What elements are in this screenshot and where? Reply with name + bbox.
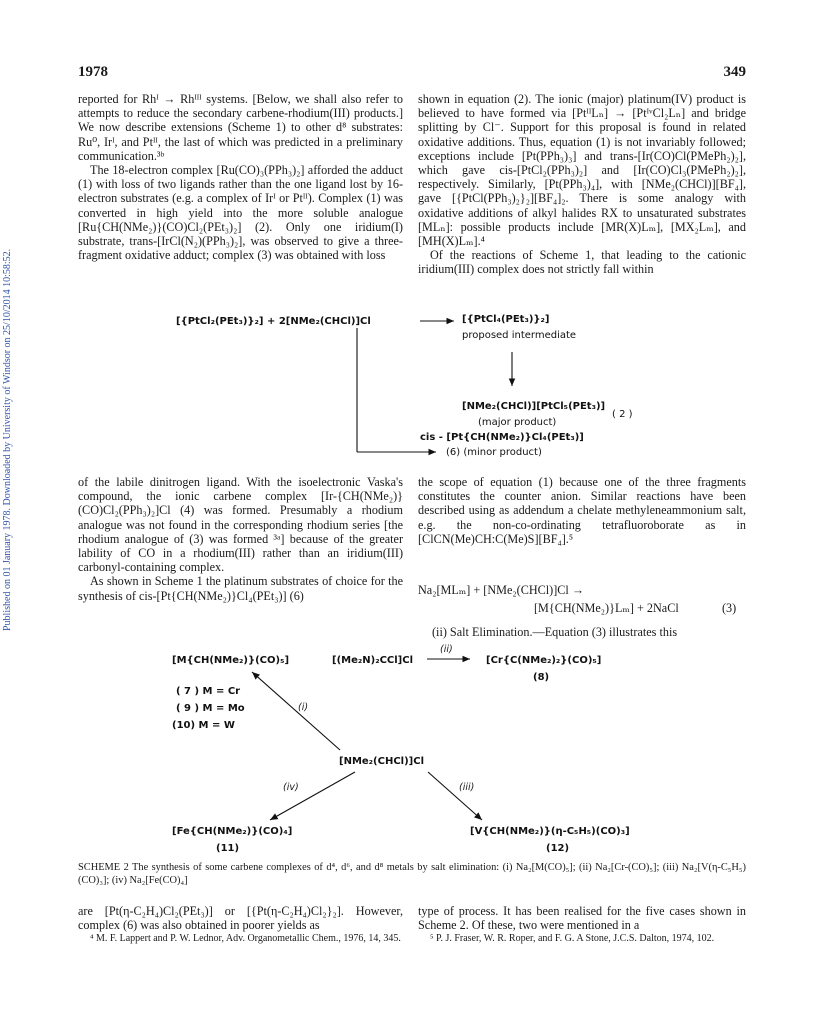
scheme2-label-i: (i) (298, 702, 309, 713)
eq2-minor-label: (6) (minor product) (446, 447, 542, 458)
scheme2-m-list-2: ( 9 ) M = Mo (176, 703, 245, 714)
scheme2-m-list-1: ( 7 ) M = Cr (176, 686, 241, 697)
eq2-major-label: (major product) (478, 417, 557, 428)
scheme2-top-left-complex: [M{CH(NMe₂)}(CO)₅] (172, 655, 290, 666)
paragraph: reported for Rhᴵ → Rhᴵᴵᴵ systems. [Below, we shall also refer to attempts to reduce the secondary carbene-rhodium(III) products.] We now describe extensions (Scheme 1) to other d⁸ substrates: Ru⁰, Irᴵ, and Ptᴵᴵ, the last of which was predicted in a preliminary communication.³ᵇ (78, 92, 403, 163)
footnote-5: ⁵ P. J. Fraser, W. R. Roper, and F. G. A Stone, J.C.S. Dalton, 1974, 102. (430, 933, 715, 945)
column-left-bottom (78, 904, 403, 945)
download-watermark: Published on 01 January 1978. Downloaded by University of Windsor on 25/10/2014 10:58:52. (2, 248, 13, 632)
paragraph: of the labile dinitrogen ligand. With the isoelectronic Vaska's compound, the ionic carbene complex [Ir-{CH(NMe₂)}(CO)Cl₂(PPh₃)₂]Cl (4) was formed. Presumably a rhodium analogue was not found in the corresponding rhodium series [the rhodium analogue of (3) was formed ³ᵃ] because of the greater lability of CO in a rhodium(III) rather than an iridium(III) carbonyl-containing complex. (78, 475, 403, 575)
paragraph: Of the reactions of Scheme 1, that leading to the cationic iridium(III) complex does not strictly fall within (418, 248, 746, 277)
column-right-bottom (418, 904, 746, 945)
scheme2-label-iii: (iii) (459, 782, 475, 793)
scheme2-top-mid-salt: [(Me₂N)₂CCl]Cl (332, 655, 414, 666)
scheme2-label-ii: (ii) (440, 644, 453, 655)
scheme2-top-right-number: (8) (533, 672, 550, 683)
scheme2-bottom-left-number: (11) (216, 843, 240, 854)
paragraph: As shown in Scheme 1 the platinum substrates of choice for the synthesis of cis-[Pt{CH(NMe₂)}Cl₄(PEt₃)] (6) (78, 574, 403, 603)
paragraph: (ii) Salt Elimination.—Equation (3) illustrates this (432, 625, 678, 639)
paragraph: the scope of equation (1) because one of the three fragments constitutes the counter anion. Similar reactions have been described using as addendum a chelate methyleneammonium salt, e.g. the non-co-ordinating tetrafluoroborate as in [ClCN(Me)CH:C(Me)S][BF₄].⁵ (418, 475, 746, 546)
scheme2-bottom-left-complex: [Fe{CH(NMe₂)}(CO)₄] (172, 826, 293, 837)
scheme2-bottom-right-complex: [V{CH(NMe₂)}(η-C₅H₅)(CO)₃] (470, 826, 630, 837)
scheme2-m-list-3: (10) M = W (172, 720, 235, 731)
scheme2-bottom-right-number: (12) (546, 843, 570, 854)
header-page-number: 349 (723, 64, 746, 80)
eq2-intermediate-label: proposed intermediate (462, 330, 577, 341)
eq2-number: ( 2 ) (612, 409, 633, 420)
eq3-left: Na₂[MLₘ] + [NMe₂(CHCl)]Cl → (418, 583, 585, 597)
scheme2-center-reagent: [NMe₂(CHCl)]Cl (339, 756, 425, 767)
eq2-reactants: [{PtCl₂(PEt₃)}₂] + 2[NMe₂(CHCl)]Cl (176, 316, 371, 327)
paragraph: shown in equation (2). The ionic (major) platinum(IV) product is believed to have formed via [PtᴵᴵLₙ] → [PtᴵᵛCl₂Lₙ] and bridge splitting by Cl⁻. Support for this proposal is found in related oxidative additions. Thus, equation (1) is not invariably followed; exceptions include [Pt(PPh₃)₃] and trans-[Ir(CO)Cl(PMePh₂)₂], which gave cis-[PtCl₂(PPh₃)₂] and [Ir(CO)Cl₃(PMePh₂)₂], respectively. Similarly, [Pt(PPh₃)₄], with [NMe₂(CHCl)][BF₄], gave [{PtCl(PPh₃)₂}₂][BF₄]₂. There is some analogy with oxidative additions of alkyl halides RX to unsaturated substrates [MLₙ]: possible products include [MR(X)Lₘ], [MX₂Lₘ], and [MH(X)Lₘ].⁴ (418, 92, 746, 249)
footnote-4: ⁴ M. F. Lappert and P. W. Lednor, Adv. Organometallic Chem., 1976, 14, 345. (90, 933, 401, 945)
paragraph: are [Pt(η-C₂H₄)Cl₂(PEt₃)] or [{Pt(η-C₂H₄)Cl₂}₂]. However, complex (6) was also obtained in poorer yields as (78, 904, 403, 933)
scheme2-top-right-complex: [Cr{C(NMe₂)₂}(CO)₅] (486, 655, 602, 666)
eq3-right: [M{CH(NMe₂)}Lₘ] + 2NaCl (534, 601, 679, 615)
scheme2-label-iv: (iv) (283, 782, 299, 793)
eq3-number: (3) (722, 601, 737, 615)
eq2-major-product: [NMe₂(CHCl)][PtCl₅(PEt₃)] (462, 401, 606, 412)
eq2-intermediate: [{PtCl₄(PEt₃)}₂] (462, 314, 550, 325)
eq2-minor-product: cis - [Pt{CH(NMe₂)}Cl₄(PEt₃)] (420, 432, 584, 443)
scheme-2-caption: SCHEME 2 The synthesis of some carbene complexes of d⁴, d⁶, and d⁸ metals by salt elimination: (i) Na₂[M(CO)₅]; (ii) Na₂[Cr-(CO)₅]; (iii) Na₂[V(η-C₅H₅)(CO)₃]; (iv) Na₂[Fe(CO)₄] (78, 862, 746, 886)
paragraph: type of process. It has been realised for the five cases shown in Scheme 2. Of these, two were mentioned in a (418, 904, 746, 933)
paragraph: The 18-electron complex [Ru(CO)₃(PPh₃)₂] afforded the adduct (1) with loss of two ligands rather than the one ligand lost by 16-electron substrates (e.g. a complex of Irᴵ or Ptᴵᴵ). Complex (1) was converted in high yield into the more soluble analogue [Ru{CH(NMe₂)}(CO)Cl₂(PEt₃)₂] (2). Only one iridium(I) substrate, trans-[IrCl(N₂)(PPh₃)₂], was observed to give a three-fragment oxidative adduct; complex (3) was obtained with loss (78, 163, 403, 263)
header-year: 1978 (78, 64, 108, 80)
